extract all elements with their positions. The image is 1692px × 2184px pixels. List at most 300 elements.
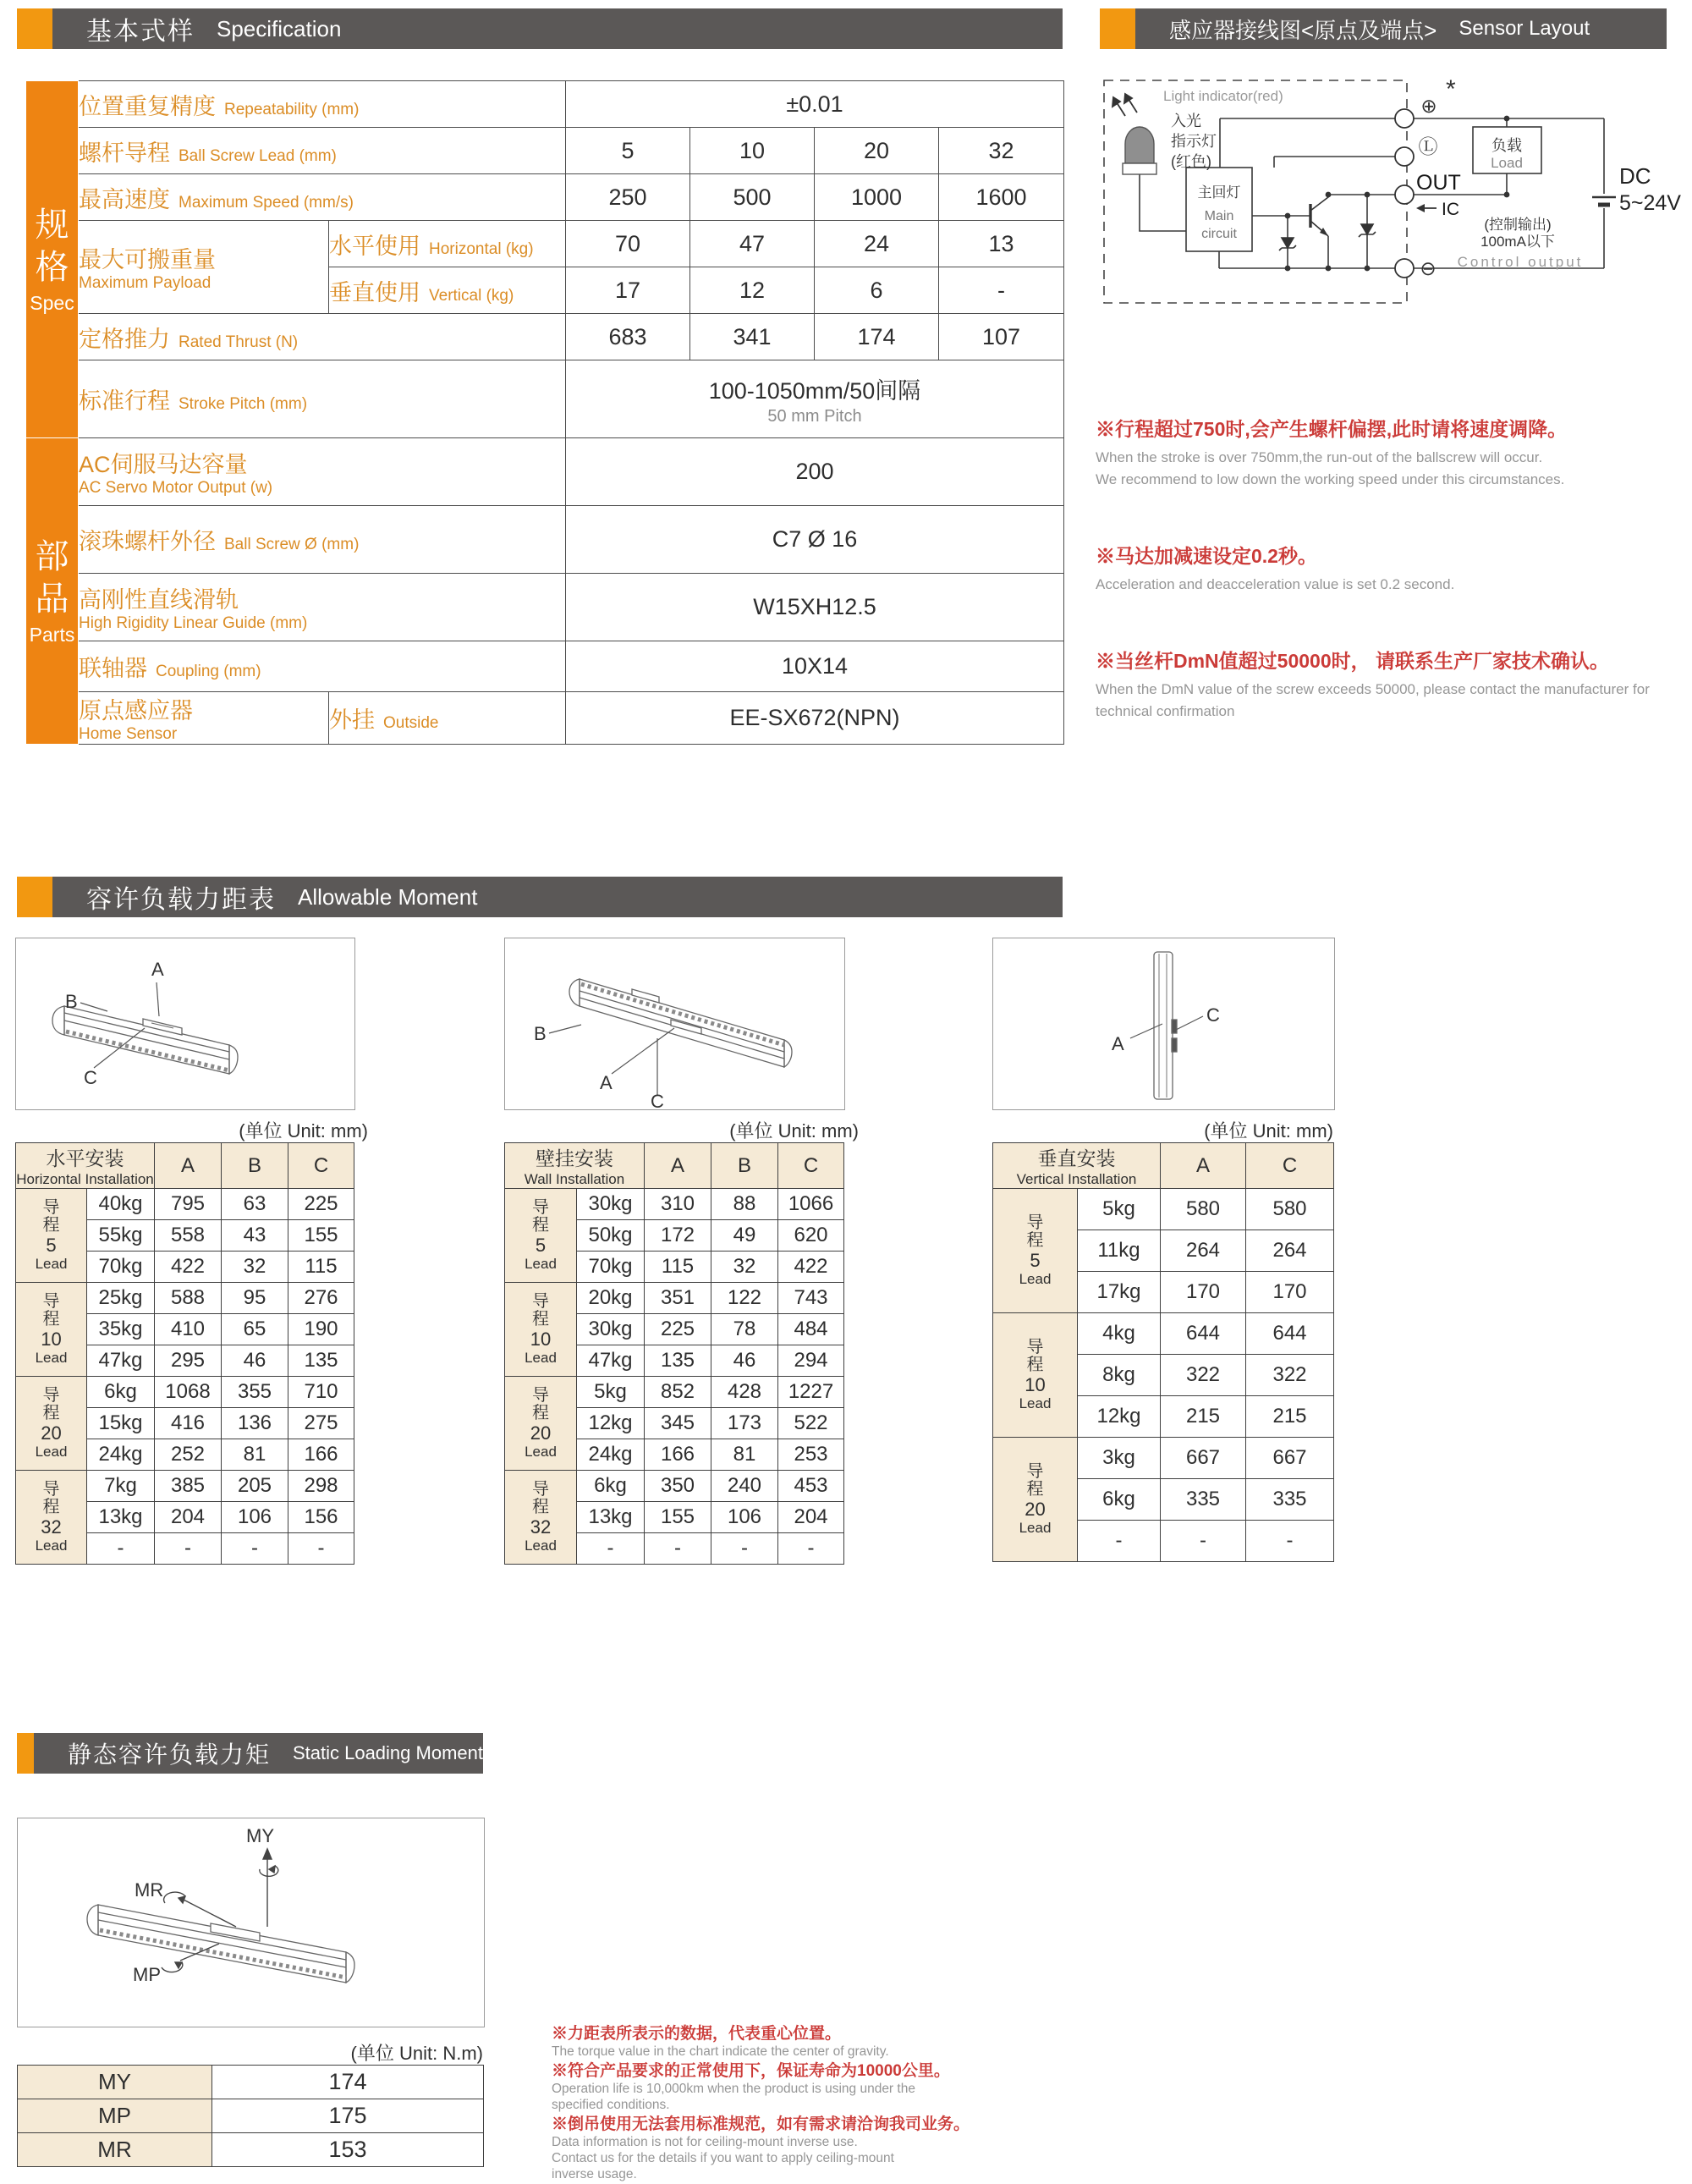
moment-table-horizontal — [15, 1142, 354, 1565]
note-text-en: Operation life is 10,000km when the product is using under the — [552, 2082, 915, 2096]
plus-terminal-symbol: ⊕ — [1420, 95, 1437, 117]
moment-cell: 88 — [711, 1189, 778, 1220]
main-circuit-label-cn: 主回灯 — [1197, 184, 1241, 201]
terminal-plus — [1395, 109, 1414, 128]
moment-cell: 204 — [155, 1502, 222, 1533]
note-block — [552, 2115, 1178, 2182]
moment-cell: 63 — [222, 1189, 288, 1220]
moment-cell: 385 — [155, 1471, 222, 1502]
moment-col-B: B — [222, 1143, 288, 1189]
moment-cell: 416 — [155, 1408, 222, 1439]
lead-number: 10 — [41, 1329, 62, 1350]
moment-cell: 644 — [1161, 1313, 1246, 1355]
lead-char: 导 — [42, 1292, 60, 1311]
label-a: A — [600, 1072, 613, 1093]
moment-group-lead-20 — [16, 1377, 87, 1471]
note-text-cn: ※马达加减速设定0.2秒。 — [1096, 545, 1317, 567]
static-value-MR: 153 — [212, 2133, 484, 2167]
spec-label-en: Rated Thrust (N) — [179, 333, 299, 351]
actuator-sketch — [52, 1006, 238, 1074]
moment-cell: 70kg — [577, 1252, 645, 1283]
unit-label-vertical: (单位 Unit: mm) — [1204, 1120, 1333, 1142]
label-a: A — [151, 959, 164, 980]
moment-cell: 5kg — [577, 1377, 645, 1408]
moment-diagram-wall — [504, 938, 845, 1110]
moment-table-body — [16, 1143, 354, 1565]
moment-section-header — [17, 877, 1063, 917]
lead-char: 导 — [1026, 1213, 1044, 1232]
moment-cell: 65 — [222, 1314, 288, 1345]
lead-en: Lead — [525, 1444, 557, 1460]
spec-sublabel-outside — [329, 692, 566, 745]
terminal-out — [1395, 185, 1414, 204]
moment-cell: 428 — [711, 1377, 778, 1408]
moment-cell: - — [711, 1533, 778, 1565]
moment-group-lead-5 — [505, 1189, 577, 1283]
moment-cell: 17kg — [1078, 1272, 1161, 1313]
sensor-boundary-dashed-box — [1104, 80, 1407, 303]
moment-cell: - — [288, 1533, 354, 1565]
minus-terminal-symbol: ⊖ — [1420, 257, 1437, 279]
moment-cell: 422 — [155, 1252, 222, 1283]
moment-cell: 620 — [778, 1220, 844, 1252]
moment-header-cn: 垂直安装 — [1037, 1147, 1116, 1169]
spec-value-stroke-pitch — [566, 360, 1064, 438]
moment-cell: 310 — [645, 1189, 711, 1220]
dc-voltage-label: 5~24V — [1619, 191, 1681, 215]
spec-label-cn: 最大可搬重量 — [79, 247, 216, 272]
moment-cell: 12kg — [1078, 1396, 1161, 1438]
spec-label-en: AC Servo Motor Output (w) — [79, 479, 273, 497]
transistor-icon — [1310, 195, 1328, 236]
lead-char: 程 — [532, 1310, 549, 1329]
spec-value-text: C7 Ø 16 — [772, 526, 858, 552]
side-en: Spec — [30, 292, 74, 314]
load-label-en: Load — [1491, 155, 1523, 171]
sub-en: Horizontal (kg) — [429, 239, 534, 258]
moment-cell: 122 — [711, 1283, 778, 1314]
moment-cell: 422 — [778, 1252, 844, 1283]
moment-table-body — [505, 1143, 844, 1565]
moment-cell: 294 — [778, 1345, 844, 1377]
spec-label-ball-screw-dia — [79, 506, 566, 574]
dc-label: DC — [1619, 163, 1651, 189]
moment-cell: 588 — [155, 1283, 222, 1314]
spec-label-en: Maximum Speed (mm/s) — [179, 193, 354, 212]
led-label-cn-1: 入光 — [1171, 113, 1201, 129]
control-output-cn-1: (控制输出) — [1484, 217, 1552, 233]
lead-char: 程 — [1026, 1480, 1044, 1499]
unit-label-horizontal: (单位 Unit: mm) — [239, 1120, 368, 1142]
spec-title-en: Specification — [217, 15, 342, 41]
spec-value-payload-h-2: 24 — [815, 221, 939, 267]
moment-col-C: C — [778, 1143, 844, 1189]
spec-label-servo-output — [79, 438, 566, 506]
moment-cell: 20kg — [577, 1283, 645, 1314]
moment-col-A: A — [1161, 1143, 1246, 1189]
moment-group-lead-20 — [993, 1438, 1078, 1562]
moment-cell: 240 — [711, 1471, 778, 1502]
spec-label-max-speed — [79, 174, 566, 221]
note-text-cn: ※当丝杆DmN值超过50000时， 请联系生产厂家技术确认。 — [1096, 650, 1610, 672]
spec-value-text: ±0.01 — [786, 91, 843, 117]
table-row — [18, 2133, 484, 2167]
table-row — [993, 1313, 1334, 1355]
moment-cell: 1227 — [778, 1377, 844, 1408]
spec-value-payload-v-1: 12 — [690, 267, 815, 314]
led-label-cn-2: 指示灯 — [1171, 133, 1217, 150]
moment-group-lead-5 — [16, 1189, 87, 1283]
sub-cn: 水平使用 — [329, 233, 420, 259]
spec-value-ball-screw-lead-2: 20 — [815, 128, 939, 174]
table-row — [505, 1189, 844, 1220]
moment-table-vertical — [992, 1142, 1334, 1562]
sensor-section-header — [1100, 8, 1667, 49]
side-char: 格 — [35, 249, 69, 286]
spec-value-max-speed-2: 1000 — [815, 174, 939, 221]
moment-cell: 252 — [155, 1439, 222, 1471]
lead-number: 32 — [41, 1516, 62, 1538]
table-row — [26, 314, 1064, 360]
moment-cell: 1066 — [778, 1189, 844, 1220]
moment-cell: 78 — [711, 1314, 778, 1345]
moment-cell: 350 — [645, 1471, 711, 1502]
moment-col-C: C — [288, 1143, 354, 1189]
lead-char: 程 — [42, 1216, 60, 1235]
orange-accent-square — [17, 8, 52, 49]
spec-label-stroke-pitch — [79, 360, 566, 438]
spec-value-max-speed-1: 500 — [690, 174, 815, 221]
moment-cell: 46 — [222, 1345, 288, 1377]
spec-value-ball-screw-lead-1: 10 — [690, 128, 815, 174]
moment-col-A: A — [155, 1143, 222, 1189]
moment-cell: 264 — [1246, 1230, 1334, 1272]
lead-number: 32 — [530, 1516, 552, 1538]
moment-group-lead-32 — [16, 1471, 87, 1565]
note-text-en: The torque value in the chart indicate the center of gravity. — [552, 2044, 889, 2059]
side-char: 部 — [35, 538, 69, 575]
spec-label-cn: 位置重复精度 — [79, 93, 216, 119]
moment-cell: - — [222, 1533, 288, 1565]
ic-label: IC — [1442, 200, 1459, 219]
spec-value-ball-screw-lead-0: 5 — [566, 128, 690, 174]
spec-label-en: Repeatability (mm) — [224, 100, 360, 118]
moment-header-cn: 壁挂安装 — [536, 1147, 613, 1169]
lead-en: Lead — [1019, 1395, 1052, 1411]
spec-value-max-speed-3: 1600 — [939, 174, 1064, 221]
light-indicator-label: Light indicator(red) — [1163, 88, 1283, 104]
static-key-MR: MR — [18, 2133, 212, 2167]
moment-cell: 106 — [711, 1502, 778, 1533]
moment-cell: 225 — [645, 1314, 711, 1345]
note-text-en: technical confirmation — [1096, 703, 1235, 719]
table-row — [26, 692, 1064, 745]
moment-cell: 522 — [778, 1408, 844, 1439]
lead-number: 20 — [530, 1422, 552, 1444]
moment-cell: 81 — [222, 1439, 288, 1471]
table-row — [505, 1471, 844, 1502]
moment-cell: - — [577, 1533, 645, 1565]
moment-table-body — [993, 1143, 1334, 1562]
moment-cell: 298 — [288, 1471, 354, 1502]
label-c: C — [1206, 1004, 1220, 1026]
label-mr: MR — [135, 1879, 164, 1901]
moment-cell: 115 — [645, 1252, 711, 1283]
side-en: Parts — [29, 624, 75, 646]
static-key-MY: MY — [18, 2066, 212, 2099]
moment-cell: 46 — [711, 1345, 778, 1377]
spec-label-en: Maximum Payload — [79, 274, 212, 292]
note-text-cn: ※倒吊使用无法套用标准规范，如有需求请洽询我司业务。 — [552, 2115, 970, 2133]
moment-cell: 667 — [1246, 1438, 1334, 1479]
moment-table-wall — [504, 1142, 844, 1565]
note-text-en: Acceleration and deacceleration value is set 0.2 second. — [1096, 576, 1455, 592]
spec-value-rated-thrust-3: 107 — [939, 314, 1064, 360]
moment-cell: 47kg — [577, 1345, 645, 1377]
spec-value-rated-thrust-0: 683 — [566, 314, 690, 360]
moment-header-wall — [505, 1143, 645, 1189]
note-block — [1096, 543, 1692, 596]
lead-char: 程 — [1026, 1356, 1044, 1374]
table-row — [26, 81, 1064, 128]
moment-cell: 81 — [711, 1439, 778, 1471]
l-terminal-symbol: Ⓛ — [1418, 135, 1438, 157]
moment-cell: 173 — [711, 1408, 778, 1439]
table-row — [26, 641, 1064, 692]
lead-en: Lead — [35, 1256, 68, 1272]
moment-cell: 345 — [645, 1408, 711, 1439]
label-a: A — [1112, 1033, 1124, 1054]
actuator-sketch — [1154, 952, 1177, 1099]
spec-value-text: EE-SX672(NPN) — [729, 705, 900, 730]
moment-cell: 558 — [155, 1220, 222, 1252]
lead-number: 10 — [530, 1329, 552, 1350]
moment-cell: 155 — [288, 1220, 354, 1252]
spec-label-cn: 最高速度 — [79, 186, 170, 212]
spec-label-ball-screw-lead — [79, 128, 566, 174]
lead-number: 5 — [535, 1235, 547, 1256]
sub-en: Vertical (kg) — [429, 286, 514, 305]
moment-cell: 8kg — [1078, 1355, 1161, 1396]
spec-value-note: 50 mm Pitch — [767, 406, 862, 426]
table-row — [18, 2066, 484, 2099]
table-row — [26, 174, 1064, 221]
table-row — [26, 438, 1064, 506]
spec-value-home-sensor — [566, 692, 1064, 745]
moment-cell: 351 — [645, 1283, 711, 1314]
sensor-notes — [1096, 416, 1692, 775]
main-circuit-label-en-1: Main — [1204, 209, 1234, 223]
spec-label-en: High Rigidity Linear Guide (mm) — [79, 614, 308, 632]
lead-char: 程 — [532, 1216, 549, 1235]
asterisk-mark: * — [1446, 75, 1456, 103]
moment-cell: 25kg — [87, 1283, 155, 1314]
spec-label-en: Coupling (mm) — [156, 663, 261, 680]
moment-cell: 95 — [222, 1283, 288, 1314]
moment-cell: 115 — [288, 1252, 354, 1283]
moment-diagram-vertical — [992, 938, 1335, 1110]
orange-accent-square — [17, 1733, 34, 1774]
moment-cell: 35kg — [87, 1314, 155, 1345]
moment-cell: 30kg — [577, 1314, 645, 1345]
spec-label-cn: 联轴器 — [79, 656, 147, 681]
lead-number: 20 — [41, 1422, 62, 1444]
static-key-MP: MP — [18, 2099, 212, 2133]
spec-table-body — [26, 81, 1064, 745]
control-output-en: Control output — [1457, 254, 1584, 270]
note-block — [1096, 648, 1692, 723]
table-row — [26, 360, 1064, 438]
moment-col-A: A — [645, 1143, 711, 1189]
moment-cell: 32 — [711, 1252, 778, 1283]
lead-en: Lead — [35, 1444, 68, 1460]
moment-cell: 710 — [288, 1377, 354, 1408]
table-row — [16, 1377, 354, 1408]
sub-en: Outside — [383, 714, 439, 732]
zener-diode-icon — [1279, 224, 1376, 250]
spec-value-rated-thrust-1: 341 — [690, 314, 815, 360]
moment-title-cn: 容许负载力距表 — [86, 886, 276, 914]
spec-value-ball-screw-dia — [566, 506, 1064, 574]
spec-label-cn: 高刚性直线滑轨 — [79, 587, 239, 613]
lead-char: 导 — [1026, 1462, 1044, 1481]
moment-group-lead-10 — [993, 1313, 1078, 1438]
moment-cell: 410 — [155, 1314, 222, 1345]
spec-label-home-sensor — [79, 692, 329, 745]
spec-value-payload-h-1: 47 — [690, 221, 815, 267]
spec-side-spec — [26, 81, 79, 438]
moment-header-en: Horizontal Installation — [16, 1171, 154, 1187]
spec-label-max-payload — [79, 221, 329, 314]
table-row — [993, 1189, 1334, 1230]
moment-cell: 32 — [222, 1252, 288, 1283]
moment-section-titlebar — [52, 877, 1063, 917]
sensor-title-en: Sensor Layout — [1459, 17, 1590, 40]
sub-cn: 外挂 — [329, 707, 375, 733]
out-arrow-icon — [1416, 204, 1437, 212]
static-value-MY: 174 — [212, 2066, 484, 2099]
spec-label-en: Ball Screw Ø (mm) — [224, 536, 360, 553]
static-section-header — [17, 1733, 483, 1774]
label-c: C — [84, 1067, 97, 1088]
spec-value-text: 10X14 — [781, 653, 849, 679]
spec-value-payload-v-2: 6 — [815, 267, 939, 314]
moment-cell: 155 — [645, 1502, 711, 1533]
spec-section-titlebar — [52, 8, 1063, 49]
table-row — [505, 1377, 844, 1408]
moment-group-lead-20 — [505, 1377, 577, 1471]
moment-cell: 24kg — [87, 1439, 155, 1471]
moment-cell: 322 — [1161, 1355, 1246, 1396]
note-text-en: specified conditions. — [552, 2098, 670, 2112]
lead-char: 程 — [532, 1498, 549, 1516]
lead-char: 导 — [42, 1198, 60, 1217]
moment-title-en: Allowable Moment — [298, 883, 478, 910]
moment-cell: 6kg — [1078, 1479, 1161, 1521]
moment-cell: 355 — [222, 1377, 288, 1408]
lead-number: 5 — [46, 1235, 57, 1256]
lead-en: Lead — [525, 1350, 557, 1366]
table-row — [26, 221, 1064, 267]
table-row — [18, 2099, 484, 2133]
spec-value-payload-v-3: - — [939, 267, 1064, 314]
dc-battery-icon — [1592, 197, 1616, 205]
lead-char: 导 — [532, 1198, 549, 1217]
moment-col-B: B — [711, 1143, 778, 1189]
table-row — [505, 1143, 844, 1189]
moment-cell: 322 — [1246, 1355, 1334, 1396]
static-table-body — [18, 2066, 484, 2167]
moment-group-lead-10 — [16, 1283, 87, 1377]
load-label-cn: 负载 — [1491, 137, 1522, 154]
spec-label-coupling — [79, 641, 566, 692]
spec-value-payload-h-0: 70 — [566, 221, 690, 267]
moment-cell: - — [155, 1533, 222, 1565]
lead-char: 导 — [532, 1292, 549, 1311]
note-block — [552, 2024, 1178, 2060]
moment-cell: 15kg — [87, 1408, 155, 1439]
moment-cell: 743 — [778, 1283, 844, 1314]
moment-cell: 264 — [1161, 1230, 1246, 1272]
moment-header-cn: 水平安装 — [46, 1147, 124, 1169]
moment-cell: - — [778, 1533, 844, 1565]
moment-cell: - — [1246, 1521, 1334, 1562]
note-block — [1096, 416, 1692, 491]
lead-en: Lead — [525, 1256, 557, 1272]
out-label: OUT — [1416, 171, 1461, 195]
moment-cell: 70kg — [87, 1252, 155, 1283]
terminal-minus — [1395, 259, 1414, 278]
spec-value-text: 200 — [795, 459, 834, 484]
moment-cell: 136 — [222, 1408, 288, 1439]
moment-cell: 795 — [155, 1189, 222, 1220]
table-row — [26, 128, 1064, 174]
table-row — [26, 574, 1064, 641]
moment-group-lead-10 — [505, 1283, 577, 1377]
moment-header-vertical — [993, 1143, 1161, 1189]
moment-cell: 335 — [1246, 1479, 1334, 1521]
static-value-MP: 175 — [212, 2099, 484, 2133]
moment-cell: 106 — [222, 1502, 288, 1533]
moment-diagram-horizontal — [15, 938, 355, 1110]
label-mp: MP — [133, 1964, 161, 1985]
label-b: B — [65, 991, 78, 1012]
label-my: MY — [246, 1825, 274, 1846]
moment-cell: 295 — [155, 1345, 222, 1377]
moment-cell: 166 — [645, 1439, 711, 1471]
static-notes — [552, 2024, 1178, 2184]
moment-group-lead-32 — [505, 1471, 577, 1565]
sensor-title-cn: 感应器接线图<原点及端点> — [1169, 17, 1437, 43]
spec-title-cn: 基本式样 — [86, 18, 195, 46]
moment-header-en: Vertical Installation — [1016, 1171, 1137, 1187]
table-row — [16, 1471, 354, 1502]
moment-cell: 24kg — [577, 1439, 645, 1471]
light-emission-arrows-icon — [1112, 94, 1137, 116]
sub-cn: 垂直使用 — [329, 279, 420, 305]
note-text-cn: ※符合产品要求的正常使用下，保证寿命为10000公里。 — [552, 2062, 950, 2080]
moment-cell: 667 — [1161, 1438, 1246, 1479]
lead-char: 导 — [1026, 1338, 1044, 1356]
spec-value-coupling — [566, 641, 1064, 692]
static-section-titlebar — [34, 1733, 483, 1774]
sensor-circuit-diagram — [1100, 72, 1692, 377]
label-b: B — [534, 1023, 547, 1044]
spec-label-cn: 原点感应器 — [79, 698, 193, 723]
led-label-cn-3: (红色) — [1171, 153, 1211, 170]
moment-cell: 50kg — [577, 1220, 645, 1252]
unit-label-static: (单位 Unit: N.m) — [350, 2043, 483, 2064]
